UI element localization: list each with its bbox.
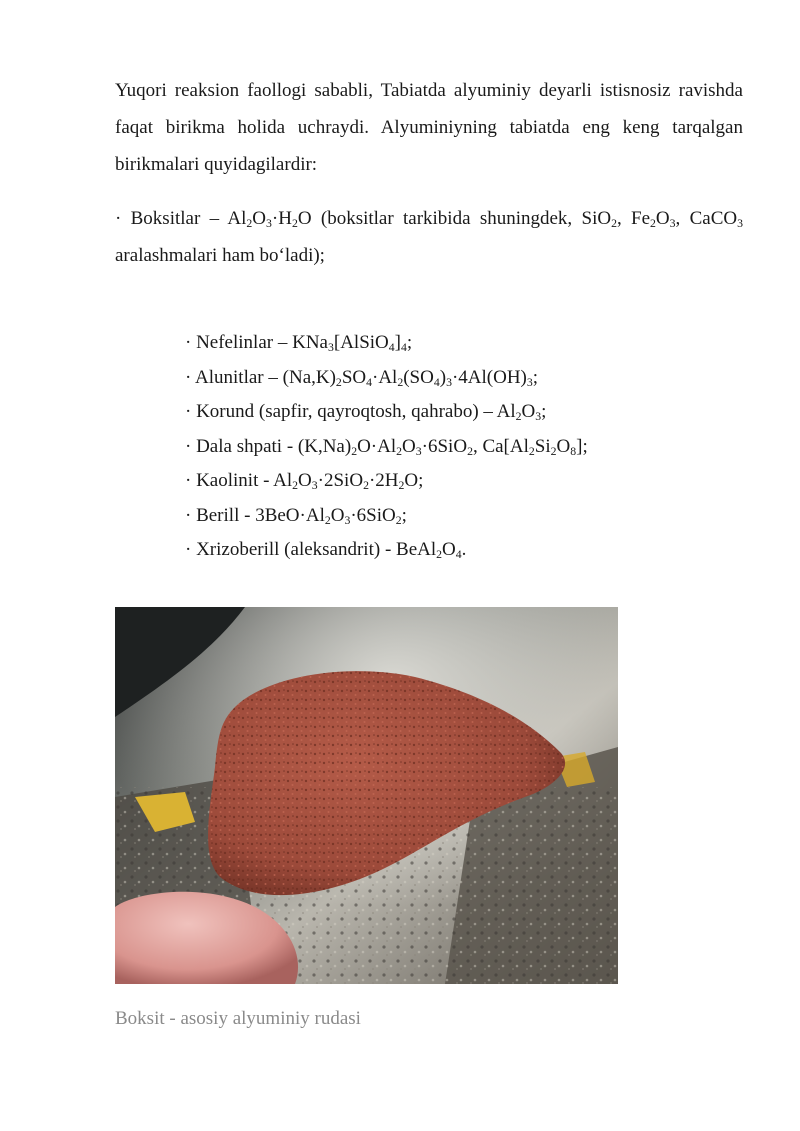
- mineral-name: · Kaolinit -: [185, 470, 274, 491]
- mineral-formula: $BeAl_2O_4$.: [396, 539, 467, 561]
- bauxite-formula: $Al_2O_3\cdot H_2O$: [227, 208, 312, 230]
- mineral-formula: $3BeO\cdot Al_2O_3\cdot 6SiO_2$;: [255, 504, 407, 527]
- bauxite-label: · Boksitlar –: [115, 208, 228, 229]
- mineral-name: · Dala shpati -: [185, 435, 298, 457]
- mineral-name: · Korund (sapfir, qayroqtosh, qahrabo) –: [185, 401, 497, 422]
- bauxite-photo-illustration: [115, 607, 618, 984]
- list-item: [185, 361, 588, 396]
- mineral-name: · Alunitlar –: [185, 366, 283, 388]
- list-item: [185, 499, 588, 534]
- list-item: [185, 326, 588, 361]
- bauxite-photo: [115, 607, 618, 984]
- list-item: [185, 395, 588, 430]
- bauxite-note-start: (boksitlar tarkibida shuningdek,: [311, 208, 582, 229]
- mineral-name: · Xrizoberill (aleksandrit) -: [185, 539, 397, 560]
- mineral-formula: $Al_2O_3$;: [496, 401, 547, 423]
- mineral-formula: $(K,Na)_2O\cdot Al_2O_3\cdot 6SiO_2$, $Ca[Al_2Si_2O_8]$;: [297, 435, 588, 458]
- impurities-formula: SiO$_2$, $Fe_2O_3$, CaCO$_3$: [581, 208, 743, 230]
- list-item: [185, 464, 588, 499]
- bauxite-paragraph: [115, 200, 743, 274]
- mineral-formula: $(Na,K)_2SO_4\cdot Al_2(SO_4)_3\cdot 4Al(OH)_3$;: [282, 366, 539, 389]
- minerals-list: [185, 326, 588, 568]
- photo-caption: Boksit - asosiy alyuminiy rudasi: [115, 1008, 361, 1029]
- intro-paragraph: Yuqori reaksion faollogi sababli, Tabiatda alyuminiy deyarli istisnosiz ravishda faqat birikma holida uchraydi. Alyuminiyning tabiatda eng keng tarqalgan birikmalari quyidagilardir:: [115, 80, 743, 175]
- list-item: [185, 533, 588, 568]
- mineral-name: · Berill -: [185, 504, 256, 526]
- mineral-formula: $Al_2O_3\cdot 2SiO_2\cdot 2H_2O$;: [273, 470, 424, 492]
- mineral-formula: $KNa_3[AlSiO_4]_4$;: [292, 332, 413, 354]
- list-item: [185, 430, 588, 465]
- mineral-name: · Nefelinlar –: [185, 332, 293, 353]
- bauxite-note-end: aralashmalari ham bo‘ladi);: [115, 245, 325, 266]
